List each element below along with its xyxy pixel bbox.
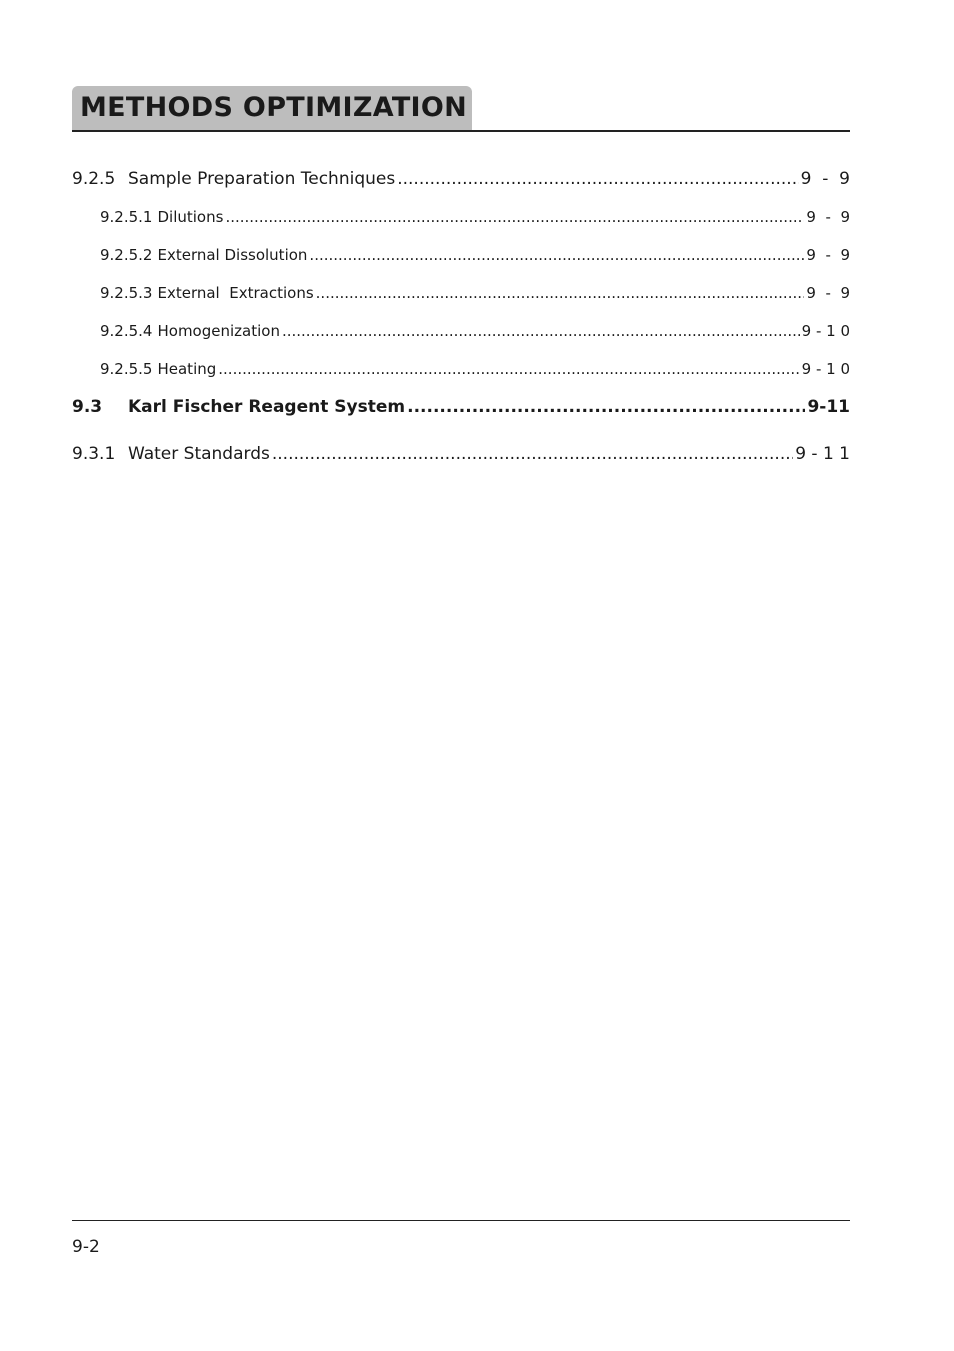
toc-entry-page: 9-11 (807, 397, 850, 417)
toc-entry-number: 9.2.5.4 (100, 322, 153, 340)
toc-entry-number: 9.3.1 (72, 444, 116, 464)
toc-entry-9-2-5-5[interactable] (100, 359, 850, 379)
toc-entry-9-2-5-3[interactable] (100, 283, 850, 303)
dot-leader (397, 168, 798, 190)
dot-leader (309, 245, 804, 265)
toc-entry-page: 9 - 9 (806, 284, 850, 302)
toc-entry-page: 9 - 9 (806, 246, 850, 264)
toc-entry-9-2-5[interactable] (72, 168, 850, 190)
dot-leader (218, 359, 799, 379)
header-divider (72, 130, 850, 132)
toc-entry-number: 9.3 (72, 397, 103, 417)
toc-entry-title: External Dissolution (157, 246, 308, 264)
toc-entry-9-3-1[interactable] (72, 443, 850, 465)
dot-leader (407, 396, 805, 418)
toc-entry-number: 9.2.5 (72, 169, 116, 189)
footer-divider (72, 1220, 850, 1221)
toc-entry-page: 9 - 9 (806, 208, 850, 226)
toc-entry-title: Karl Fischer Reagent System (128, 397, 406, 417)
toc-entry-page: 9 - 1 0 (801, 360, 850, 378)
toc-entry-title: Sample Preparation Techniques (128, 169, 396, 189)
toc-entry-page: 9 - 1 0 (801, 322, 850, 340)
page-number: 9-2 (72, 1237, 100, 1257)
toc-entry-9-2-5-2[interactable] (100, 245, 850, 265)
toc-entry-9-2-5-4[interactable] (100, 321, 850, 341)
dot-leader (316, 283, 805, 303)
toc-entry-number: 9.2.5.1 (100, 208, 153, 226)
dot-leader (272, 443, 793, 465)
dot-leader (282, 321, 800, 341)
dot-leader (225, 207, 804, 227)
toc-entry-number: 9.2.5.3 (100, 284, 153, 302)
toc-entry-9-3[interactable] (72, 396, 850, 418)
toc-entry-title: Water Standards (128, 444, 270, 464)
toc-entry-title: External Extractions (157, 284, 314, 302)
toc-entry-number: 9.2.5.5 (100, 360, 153, 378)
toc-entry-page: 9 - 1 1 (795, 444, 850, 464)
toc-entry-title: Heating (157, 360, 217, 378)
toc-entry-title: Homogenization (157, 322, 280, 340)
toc-entry-9-2-5-1[interactable] (100, 207, 850, 227)
toc-entry-number: 9.2.5.2 (100, 246, 153, 264)
section-title: METHODS OPTIMIZATION (80, 92, 468, 123)
toc-entry-title: Dilutions (157, 208, 224, 226)
toc-entry-page: 9 - 9 (800, 169, 850, 189)
